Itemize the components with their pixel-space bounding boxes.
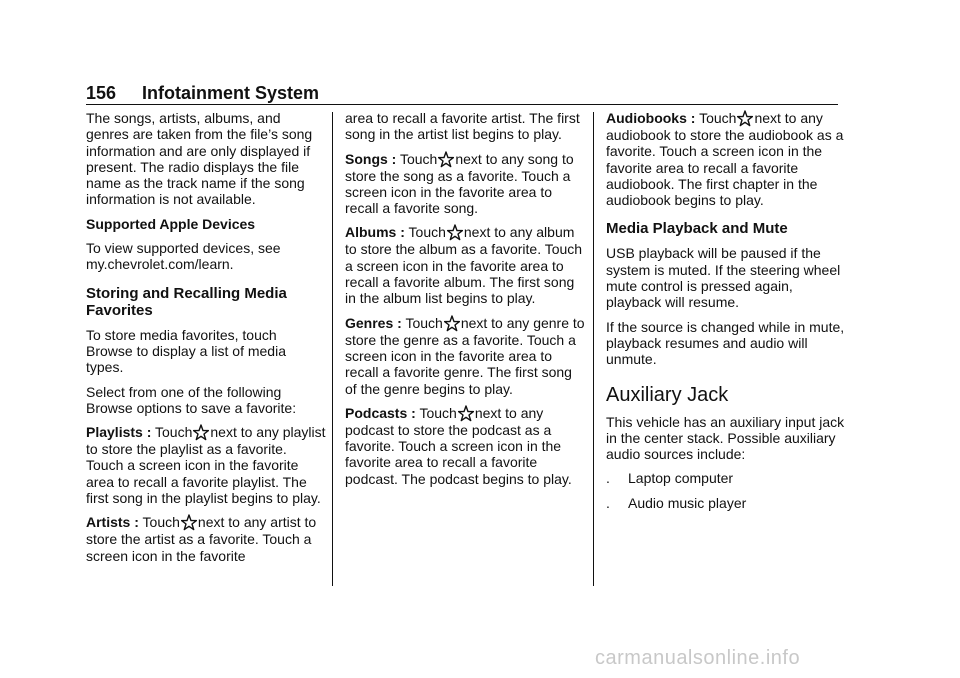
entry-term: Audiobooks : bbox=[606, 110, 696, 126]
entry-text: Touch bbox=[399, 150, 438, 167]
entry-text: next to any genre to store the genre as a favorite. Touch a screen icon in the favorite area to recall a favorite genre. The first song of the genre begins to play. bbox=[345, 314, 585, 397]
list-item bbox=[606, 495, 846, 511]
column-3 bbox=[606, 110, 846, 519]
chapter-heading: Auxiliary Jack bbox=[606, 383, 729, 406]
star-outline-icon bbox=[193, 424, 209, 441]
bullet-mark: . bbox=[606, 470, 610, 487]
column-divider bbox=[593, 112, 594, 586]
star-outline-icon bbox=[444, 315, 460, 332]
entry-term: Artists : bbox=[86, 514, 139, 531]
favorite-entry-audiobooks bbox=[606, 110, 846, 208]
paragraph: This vehicle has an auxiliary input jack in the center stack. Possible auxiliary audio sources include: bbox=[606, 413, 845, 463]
subheading: Supported Apple Devices bbox=[86, 215, 256, 232]
section-title: Infotainment System bbox=[142, 83, 320, 103]
entry-text: next to any song to store the song as a favorite. Touch a screen icon in the favorite area to recall a favorite song. bbox=[345, 150, 574, 217]
star-outline-icon bbox=[438, 151, 454, 168]
list-item bbox=[606, 470, 846, 486]
star-outline-icon bbox=[737, 110, 753, 127]
page-header bbox=[86, 82, 838, 104]
entry-text: Touch bbox=[155, 424, 193, 441]
star-outline-icon bbox=[447, 224, 463, 241]
section-heading: Storing and Recalling Media Favorites bbox=[86, 284, 287, 319]
favorite-entry-songs bbox=[345, 151, 585, 217]
entry-text: next to any podcast to store the podcast as a favorite. Touch a screen icon in the favorite area to recall a favorite podcast. The podcast begins to play. bbox=[345, 404, 572, 487]
entry-text: next to any album to store the album as a favorite. Touch a screen icon in the favorite area to recall a favorite album. The first song in the album list begins to play. bbox=[345, 224, 583, 307]
paragraph: USB playback will be paused if the system is muted. If the steering wheel mute control is pressed again, playback will resume. bbox=[606, 245, 841, 311]
column-1 bbox=[86, 110, 326, 572]
star-outline-icon bbox=[458, 405, 474, 422]
entry-term: Songs : bbox=[345, 150, 397, 167]
paragraph: The songs, artists, albums, and genres are taken from the file’s song information and are only displayed if present. The radio displays the file name as the track name if the song information is not available. bbox=[86, 110, 313, 208]
column-divider bbox=[332, 112, 333, 586]
entry-text: Touch bbox=[419, 404, 457, 421]
favorite-entry-artists bbox=[86, 514, 326, 564]
entry-text: Touch bbox=[405, 314, 443, 331]
watermark-text: carmanualsonline.info bbox=[595, 647, 801, 669]
paragraph: area to recall a favorite artist. The first song in the artist list begins to play. bbox=[345, 110, 580, 143]
entry-text: Touch bbox=[699, 110, 737, 126]
entry-term: Genres : bbox=[345, 314, 402, 331]
entry-text: Touch bbox=[142, 514, 180, 531]
list-item-text: Audio music player bbox=[628, 494, 747, 511]
page-number: 156 bbox=[86, 83, 117, 103]
entry-term: Playlists : bbox=[86, 424, 152, 441]
section-heading: Media Playback and Mute bbox=[606, 220, 788, 238]
column-2 bbox=[345, 110, 585, 495]
favorite-entry-genres bbox=[345, 315, 585, 397]
paragraph: Select from one of the following Browse options to save a favorite: bbox=[86, 383, 297, 416]
paragraph: To store media favorites, touch Browse to display a list of media types. bbox=[86, 326, 286, 376]
favorite-entry-albums bbox=[345, 224, 585, 306]
paragraph: To view supported devices, see my.chevrolet.com/learn. bbox=[86, 240, 281, 273]
header-divider bbox=[86, 104, 838, 105]
entry-text: next to any artist to store the artist as a favorite. Touch a screen icon in the favorite bbox=[86, 514, 317, 564]
entry-text: next to any audiobook to store the audiobook as a favorite. Touch a screen icon in the favorite area to recall a favorite audiobook. The first chapter in the audiobook begins to play. bbox=[606, 110, 844, 209]
list-item-text: Laptop computer bbox=[628, 470, 734, 487]
star-outline-icon bbox=[181, 514, 197, 531]
paragraph: If the source is changed while in mute, playback resumes and audio will unmute. bbox=[606, 318, 845, 368]
entry-term: Albums : bbox=[345, 224, 405, 241]
favorite-entry-podcasts bbox=[345, 405, 585, 487]
entry-term: Podcasts : bbox=[345, 404, 416, 421]
bullet-mark: . bbox=[606, 494, 610, 511]
entry-text: Touch bbox=[408, 224, 446, 241]
entry-text: next to any playlist to store the playlist as a favorite. Touch a screen icon in the favorite area to recall a favorite playlist. The first song in the playlist begins to play. bbox=[86, 424, 326, 507]
favorite-entry-playlists bbox=[86, 424, 326, 506]
